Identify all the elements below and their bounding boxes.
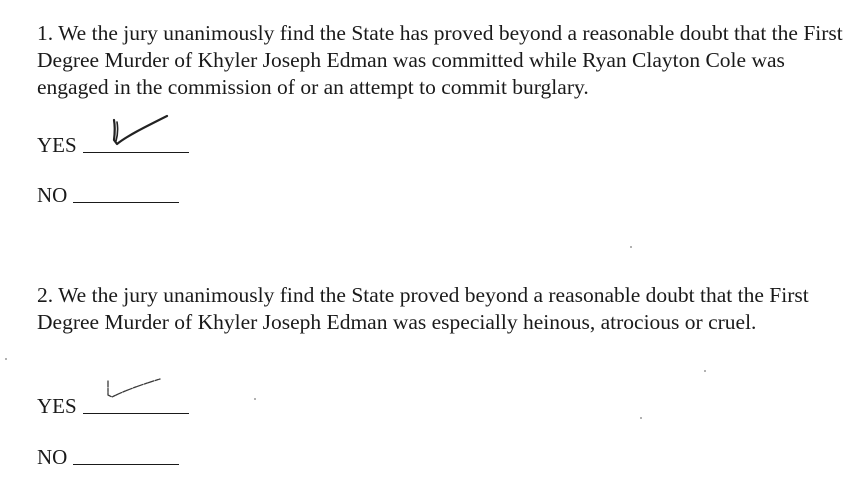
scan-speck bbox=[640, 417, 642, 419]
question-1-no-blank[interactable] bbox=[73, 201, 179, 203]
question-2-yes-label: YES bbox=[37, 394, 77, 418]
scan-speck bbox=[630, 246, 632, 248]
question-2-text: 2. We the jury unanimously find the State proved beyond a reasonable doubt that the First Degree Murder of Khyler Joseph Edman was especially heinous, atrocious or cruel. bbox=[37, 283, 809, 334]
question-1-text: 1. We the jury unanimously find the State has proved beyond a reasonable doubt that the First Degree Murder of Khyler Joseph Edman was committed while Ryan Clayton Cole was engaged in the commission of or an attempt to commit burglary. bbox=[37, 21, 843, 99]
handwritten-check-icon bbox=[105, 114, 175, 154]
scan-speck bbox=[5, 358, 7, 360]
question-2-no-blank[interactable] bbox=[73, 463, 179, 465]
question-2-yes-blank[interactable] bbox=[83, 412, 189, 414]
question-1-yes-label: YES bbox=[37, 133, 77, 157]
question-2-no-line[interactable] bbox=[37, 443, 179, 469]
scan-speck bbox=[254, 398, 256, 400]
scan-speck bbox=[704, 370, 706, 372]
handwritten-check-icon bbox=[100, 375, 170, 407]
question-2-no-label: NO bbox=[37, 445, 68, 469]
question-1-no-line[interactable] bbox=[37, 181, 179, 207]
question-1-no-label: NO bbox=[37, 183, 68, 207]
